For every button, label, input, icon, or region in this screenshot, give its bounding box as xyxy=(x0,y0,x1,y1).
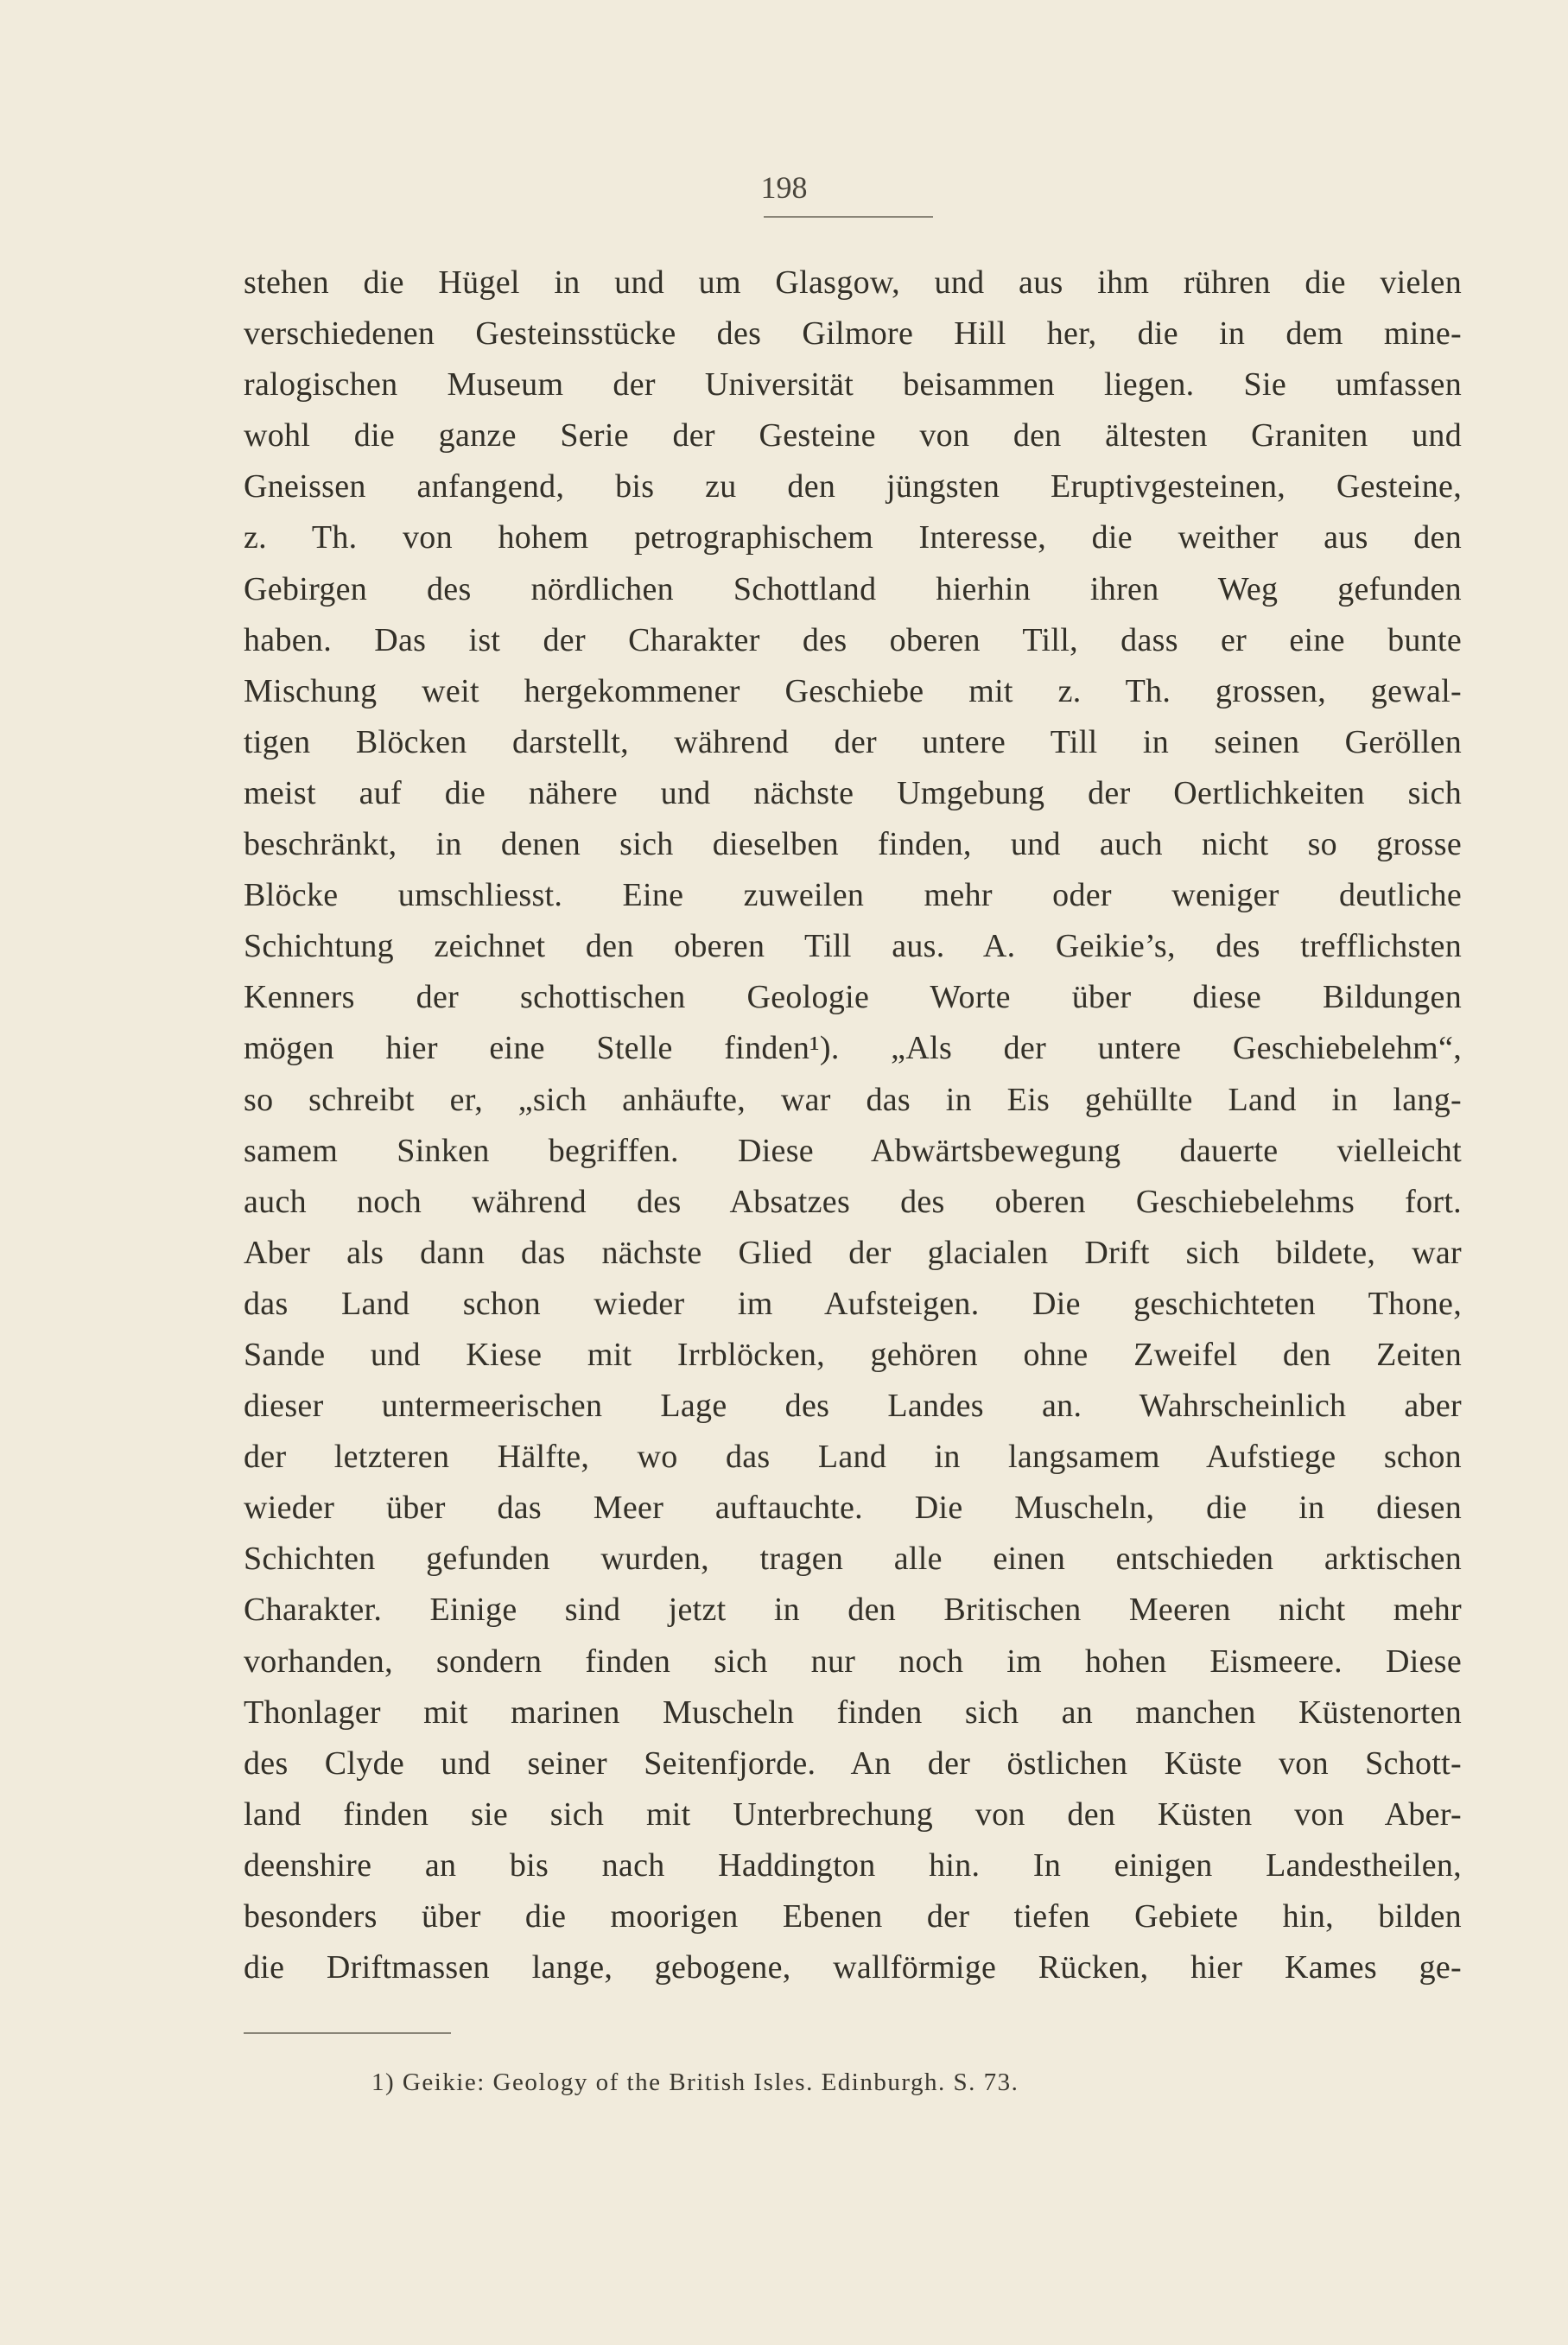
text-line: Gneissen anfangend, bis zu den jüngsten Eruptivgesteinen, Gesteine, xyxy=(244,468,1462,505)
header-rule xyxy=(764,216,933,218)
text-line: auch noch während des Absatzes des oberen Geschiebelehms fort. xyxy=(244,1183,1462,1220)
text-line: Gebirgen des nördlichen Schottland hierhin ihren Weg gefunden xyxy=(244,570,1462,607)
text-line: der letzteren Hälfte, wo das Land in langsamem Aufstiege schon xyxy=(244,1439,1462,1476)
text-line: dieser untermeerischen Lage des Landes an. Wahrscheinlich aber xyxy=(244,1388,1462,1425)
text-line: deenshire an bis nach Haddington hin. In einigen Landestheilen, xyxy=(244,1846,1462,1884)
footnote-rule xyxy=(244,2032,451,2034)
text-line: Thonlager mit marinen Muscheln finden sich an manchen Küstenorten xyxy=(244,1694,1462,1731)
text-line: Kenners der schottischen Geologie Worte über diese Bildungen xyxy=(244,979,1462,1016)
text-line: samem Sinken begriffen. Diese Abwärtsbewegung dauerte vielleicht xyxy=(244,1132,1462,1169)
text-line: Mischung weit hergekommener Geschiebe mit z. Th. grossen, gewal- xyxy=(244,672,1462,709)
text-line: wieder über das Meer auftauchte. Die Muscheln, die in diesen xyxy=(244,1490,1462,1527)
text-line: haben. Das ist der Charakter des oberen Till, dass er eine bunte xyxy=(244,621,1462,658)
footnote: 1) Geikie: Geology of the British Isles. Edinburgh. S. 73. xyxy=(371,2069,1019,2096)
text-line: das Land schon wieder im Aufsteigen. Die geschichteten Thone, xyxy=(244,1285,1462,1322)
text-line: die Driftmassen lange, gebogene, wallförmige Rücken, hier Kames ge- xyxy=(244,1949,1462,1986)
text-line: Schichten gefunden wurden, tragen alle einen entschieden arktischen xyxy=(244,1541,1462,1578)
text-line: verschiedenen Gesteinsstücke des Gilmore Hill her, die in dem mine- xyxy=(244,315,1462,353)
text-line: meist auf die nähere und nächste Umgebung der Oertlichkeiten sich xyxy=(244,774,1462,811)
text-line: beschränkt, in denen sich dieselben finden, und auch nicht so grosse xyxy=(244,826,1462,863)
text-line: Blöcke umschliesst. Eine zuweilen mehr oder weniger deutliche xyxy=(244,877,1462,914)
text-line: vorhanden, sondern finden sich nur noch im hohen Eismeere. Diese xyxy=(244,1643,1462,1680)
page-number: 198 xyxy=(760,170,808,205)
body-text xyxy=(244,257,1462,1993)
text-line: stehen die Hügel in und um Glasgow, und aus ihm rühren die vielen xyxy=(244,264,1462,301)
text-line: so schreibt er, „sich anhäufte, war das in Eis gehüllte Land in lang- xyxy=(244,1081,1462,1118)
text-line: des Clyde und seiner Seitenfjorde. An der östlichen Küste von Schott- xyxy=(244,1744,1462,1782)
text-line: Aber als dann das nächste Glied der glacialen Drift sich bildete, war xyxy=(244,1234,1462,1271)
text-line: besonders über die moorigen Ebenen der tiefen Gebiete hin, bilden xyxy=(244,1898,1462,1935)
text-line: wohl die ganze Serie der Gesteine von den ältesten Graniten und xyxy=(244,417,1462,454)
text-line: Schichtung zeichnet den oberen Till aus. A. Geikie’s, des trefflichsten xyxy=(244,928,1462,965)
text-line: z. Th. von hohem petrographischem Interesse, die weither aus den xyxy=(244,519,1462,556)
text-line: ralogischen Museum der Universität beisammen liegen. Sie umfassen xyxy=(244,366,1462,404)
text-line: Charakter. Einige sind jetzt in den Britischen Meeren nicht mehr xyxy=(244,1592,1462,1629)
text-line: mögen hier eine Stelle finden¹). „Als der untere Geschiebelehm“, xyxy=(244,1030,1462,1067)
text-line: land finden sie sich mit Unterbrechung von den Küsten von Aber- xyxy=(244,1795,1462,1833)
text-line: Sande und Kiese mit Irrblöcken, gehören ohne Zweifel den Zeiten xyxy=(244,1336,1462,1373)
text-line: tigen Blöcken darstellt, während der untere Till in seinen Geröllen xyxy=(244,723,1462,760)
